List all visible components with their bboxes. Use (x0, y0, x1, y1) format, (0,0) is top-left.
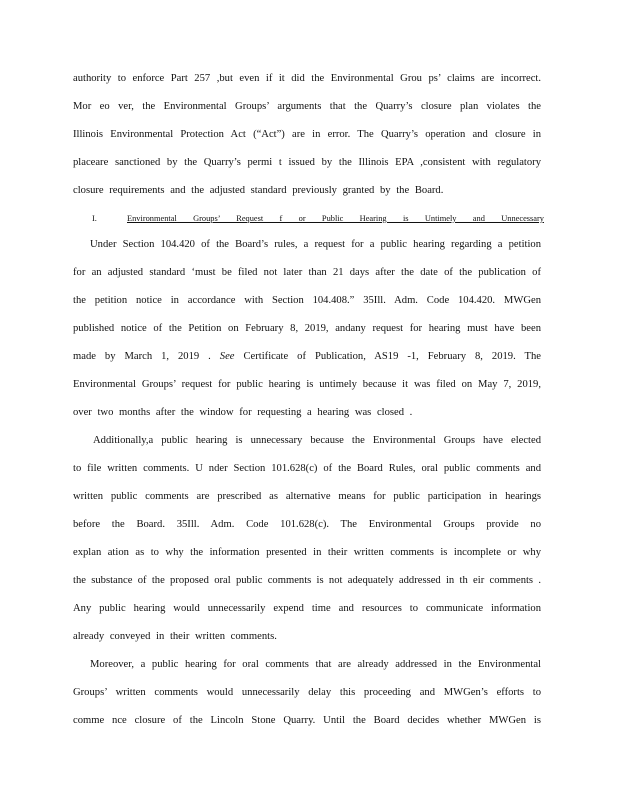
text-line: Mor eo ver, the Environmental Groups’ arguments that the Quarry’s closure plan violates the (73, 101, 541, 112)
text-line: before the Board. 35Ill. Adm. Code 101.628(c). The Environmental Groups provide no (73, 519, 541, 530)
section-heading (92, 212, 544, 226)
text-line: closure requirements and the adjusted standard previously granted by the Board. (73, 185, 444, 196)
text-line: the substance of the proposed oral public comments is not adequately addressed in th eir comments . (73, 575, 541, 586)
paragraph-first-line: Additionally,a public hearing is unnecessary because the Environmental Groups have elected (93, 435, 541, 446)
text-segment: made by March 1, 2019 . (73, 351, 211, 362)
text-line: written public comments are prescribed as alternative means for public participation in hearings (73, 491, 541, 502)
section-title: Environmental Groups’ Request f or Public Hearing is Untimely and Unnecessary (127, 214, 544, 223)
text-line: Any public hearing would unnecessarily expend time and resources to communicate information (73, 603, 541, 614)
paragraph-first-line: Under Section 104.420 of the Board’s rules, a request for a public hearing regarding a petition (90, 239, 541, 250)
text-line: Illinois Environmental Protection Act (“Act”) are in error. The Quarry’s operation and closure in (73, 129, 541, 140)
paragraph-first-line: Moreover, a public hearing for oral comments that are already addressed in the Environmental (90, 659, 541, 670)
text-line (73, 350, 541, 364)
text-line: published notice of the Petition on February 8, 2019, andany request for hearing must have been (73, 323, 541, 334)
text-line: for an adjusted standard ‘must be filed not later than 21 days after the date of the publication of (73, 267, 541, 278)
section-number: I. (92, 214, 97, 223)
text-line: explan ation as to why the information presented in their written comments is incomplete or why (73, 547, 541, 558)
text-line: already conveyed in their written comments. (73, 631, 277, 642)
text-line: the petition notice in accordance with Section 104.408.” 35Ill. Adm. Code 104.420. MWGen (73, 295, 541, 306)
citation-signal: See (219, 351, 235, 362)
text-line: placeare sanctioned by the Quarry’s permi t issued by the Illinois EPA ,consistent with regulatory (73, 157, 541, 168)
text-line: over two months after the window for requesting a hearing was closed . (73, 407, 413, 418)
text-line: authority to enforce Part 257 ,but even if it did the Environmental Grou ps’ claims are incorrect. (73, 73, 541, 84)
text-line: comme nce closure of the Lincoln Stone Quarry. Until the Board decides whether MWGen is (73, 715, 541, 726)
text-line: Environmental Groups’ request for public hearing is untimely because it was filed on May 7, 2019, (73, 379, 541, 390)
text-line: Groups’ written comments would unnecessarily delay this proceeding and MWGen’s efforts to (73, 687, 541, 698)
text-line: to file written comments. U nder Section 101.628(c) of the Board Rules, oral public comments and (73, 463, 541, 474)
text-segment: Certificate of Publication, AS19 -1, February 8, 2019. The (243, 351, 541, 362)
